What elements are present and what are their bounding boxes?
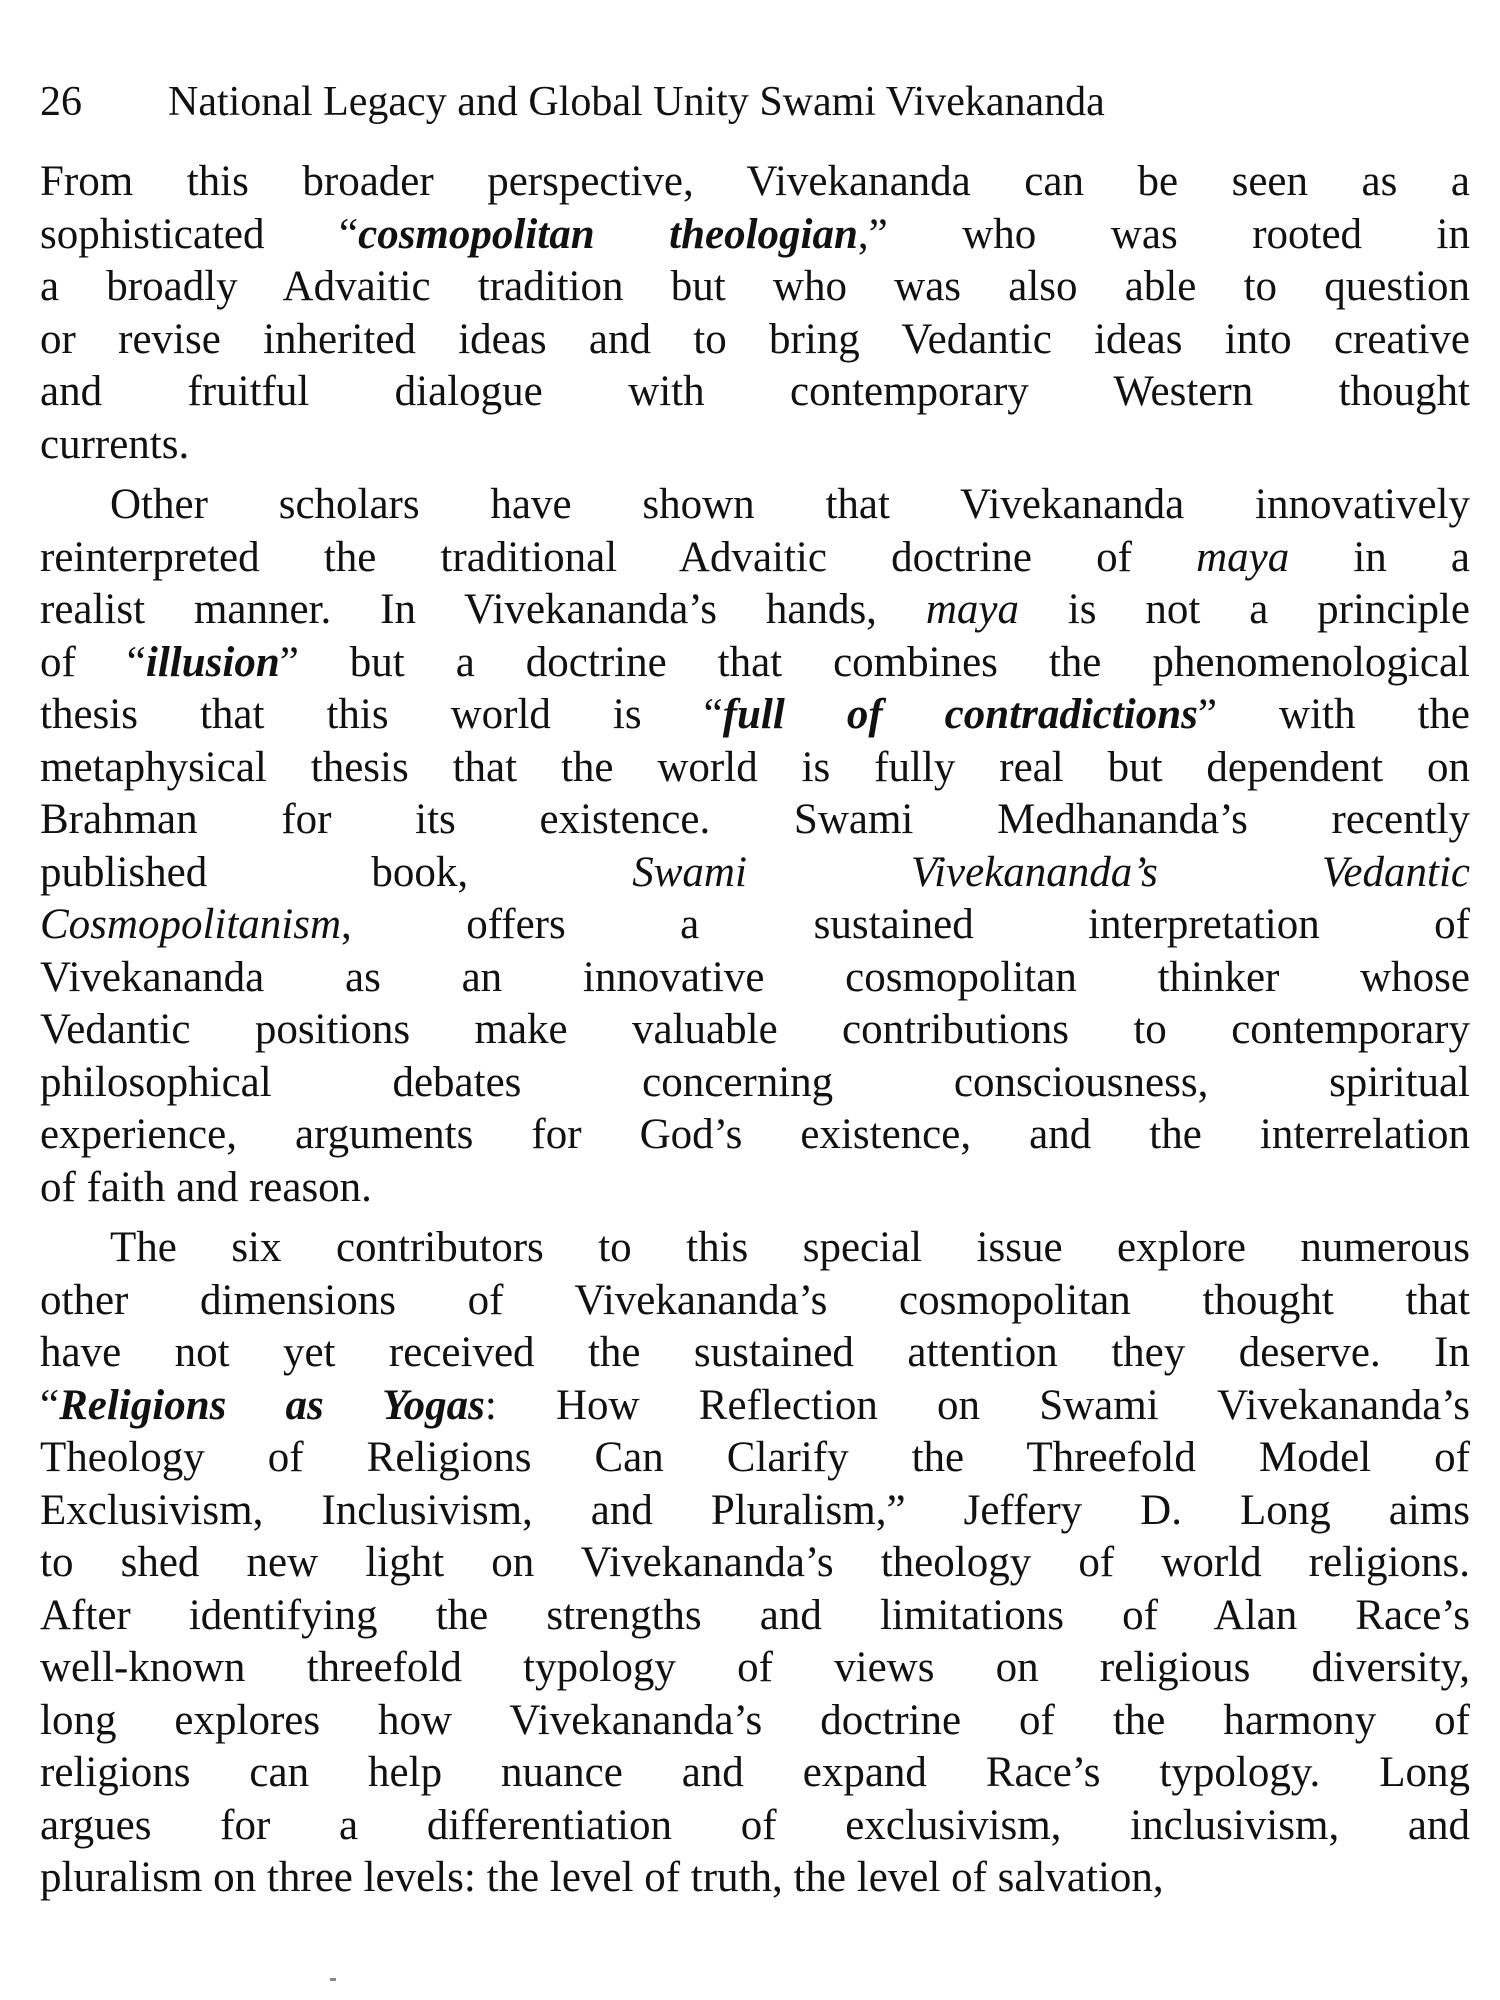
text-line: [40, 479, 1470, 532]
paragraph-gap: [40, 1214, 1470, 1222]
scan-speck: [330, 1978, 336, 1981]
text-line: [40, 1590, 1470, 1643]
text-run: , offers a sustained interpretation of: [341, 901, 1470, 948]
text-line: [40, 952, 1470, 1005]
text-run: ” with the: [1197, 691, 1470, 738]
text-run: Exclusivism, Inclusivism, and Pluralism,” Jeffery D. Long aims: [40, 1486, 1470, 1534]
text-run: well-known threefold typology of views on religious diversity,: [40, 1644, 1470, 1691]
text-line: [40, 156, 1470, 209]
text-line: [40, 261, 1470, 314]
text-run: sophisticated “: [40, 210, 359, 258]
text-run: realist manner. In Vivekananda’s hands,: [40, 586, 926, 633]
emphasis-text: Cosmopolitanism: [40, 901, 342, 948]
text-run: of “: [40, 638, 146, 686]
text-run: of faith and reason.: [40, 1163, 372, 1211]
text-line: [40, 847, 1470, 900]
paragraph: [40, 156, 1470, 471]
emphasis-text: cosmopolitan theologian: [358, 210, 858, 258]
text-line: [40, 742, 1470, 795]
text-run: Vivekananda as an innovative cosmopolitan thinker whose: [40, 953, 1470, 1001]
text-run: After identifying the strengths and limitations of Alan Race’s: [40, 1591, 1470, 1639]
body-text: [40, 156, 1470, 1905]
text-line: [40, 1275, 1470, 1328]
running-title: National Legacy and Global Unity Swami Vivekananda: [168, 79, 1105, 125]
emphasis-text: maya: [1196, 533, 1290, 581]
text-run: philosophical debates concerning consciousness, spiritual: [40, 1058, 1470, 1106]
emphasis-text: full of contradictions: [722, 691, 1198, 738]
text-run: a broadly Advaitic tradition but who was also able to question: [40, 263, 1470, 310]
text-line: [40, 1057, 1470, 1110]
text-run: to shed new light on Vivekananda’s theology of world religions.: [40, 1539, 1470, 1586]
text-run: is not a principle: [1018, 586, 1470, 633]
emphasis-text: illusion: [145, 638, 280, 686]
text-run: have not yet received the sustained attention they deserve. In: [40, 1329, 1470, 1376]
text-run: “: [40, 1381, 60, 1429]
text-run: or revise inherited ideas and to bring Vedantic ideas into creative: [40, 315, 1470, 363]
text-line: [40, 689, 1470, 742]
text-line: [40, 1222, 1470, 1275]
text-line: [40, 1485, 1470, 1538]
text-run: reinterpreted the traditional Advaitic doctrine of: [40, 533, 1197, 581]
text-line: [40, 1109, 1470, 1162]
text-run: thesis that this world is “: [40, 691, 723, 738]
text-run: and fruitful dialogue with contemporary Western thought: [40, 368, 1470, 415]
text-line: [40, 209, 1470, 262]
text-run: Vedantic positions make valuable contributions to contemporary: [40, 1006, 1470, 1053]
text-line: [40, 1852, 1470, 1905]
paragraph: [40, 1222, 1470, 1905]
text-run: ” but a doctrine that combines the phenomenological: [279, 638, 1470, 686]
text-run: in a: [1289, 533, 1470, 581]
text-line: [40, 1642, 1470, 1695]
text-run: ,” who was rooted in: [857, 210, 1470, 258]
text-line: [40, 366, 1470, 419]
text-run: Theology of Religions Can Clarify the Threefold Model of: [40, 1434, 1470, 1481]
text-run: Other scholars have shown that Vivekananda innovatively: [110, 481, 1470, 528]
text-run: The six contributors to this special issue explore numerous: [110, 1224, 1470, 1271]
text-line: [40, 584, 1470, 637]
text-line: [40, 532, 1470, 585]
text-run: other dimensions of Vivekananda’s cosmopolitan thought that: [40, 1276, 1470, 1324]
emphasis-text: maya: [925, 586, 1019, 633]
text-run: religions can help nuance and expand Race’s typology. Long: [40, 1749, 1470, 1796]
text-run: : How Reflection on Swami Vivekananda’s: [484, 1381, 1470, 1429]
text-line: [40, 1432, 1470, 1485]
text-line: [40, 419, 1470, 472]
paragraph: [40, 479, 1470, 1214]
page-number: 26: [40, 79, 82, 125]
text-run: currents.: [40, 420, 190, 468]
emphasis-text: Swami Vivekananda’s Vedantic: [632, 848, 1470, 896]
text-run: experience, arguments for God’s existence, and the interrelation: [40, 1111, 1470, 1158]
text-line: [40, 1800, 1470, 1853]
text-run: pluralism on three levels: the level of truth, the level of salvation,: [40, 1854, 1164, 1901]
text-line: [40, 1695, 1470, 1748]
text-line: [40, 314, 1470, 367]
text-line: [40, 1380, 1470, 1433]
text-line: [40, 794, 1470, 847]
text-line: [40, 899, 1470, 952]
paragraph-gap: [40, 471, 1470, 479]
text-run: long explores how Vivekananda’s doctrine of the harmony of: [40, 1696, 1470, 1744]
text-run: argues for a differentiation of exclusivism, inclusivism, and: [40, 1801, 1470, 1849]
text-line: [40, 1327, 1470, 1380]
running-head: [40, 74, 1460, 130]
text-line: [40, 1537, 1470, 1590]
text-line: [40, 1162, 1470, 1215]
text-line: [40, 1747, 1470, 1800]
text-line: [40, 1004, 1470, 1057]
text-run: From this broader perspective, Vivekananda can be seen as a: [40, 158, 1470, 205]
text-run: metaphysical thesis that the world is fully real but dependent on: [40, 743, 1470, 791]
text-run: Brahman for its existence. Swami Medhananda’s recently: [40, 796, 1470, 843]
text-line: [40, 637, 1470, 690]
emphasis-text: Religions as Yogas: [59, 1381, 485, 1429]
text-run: published book,: [40, 848, 633, 896]
